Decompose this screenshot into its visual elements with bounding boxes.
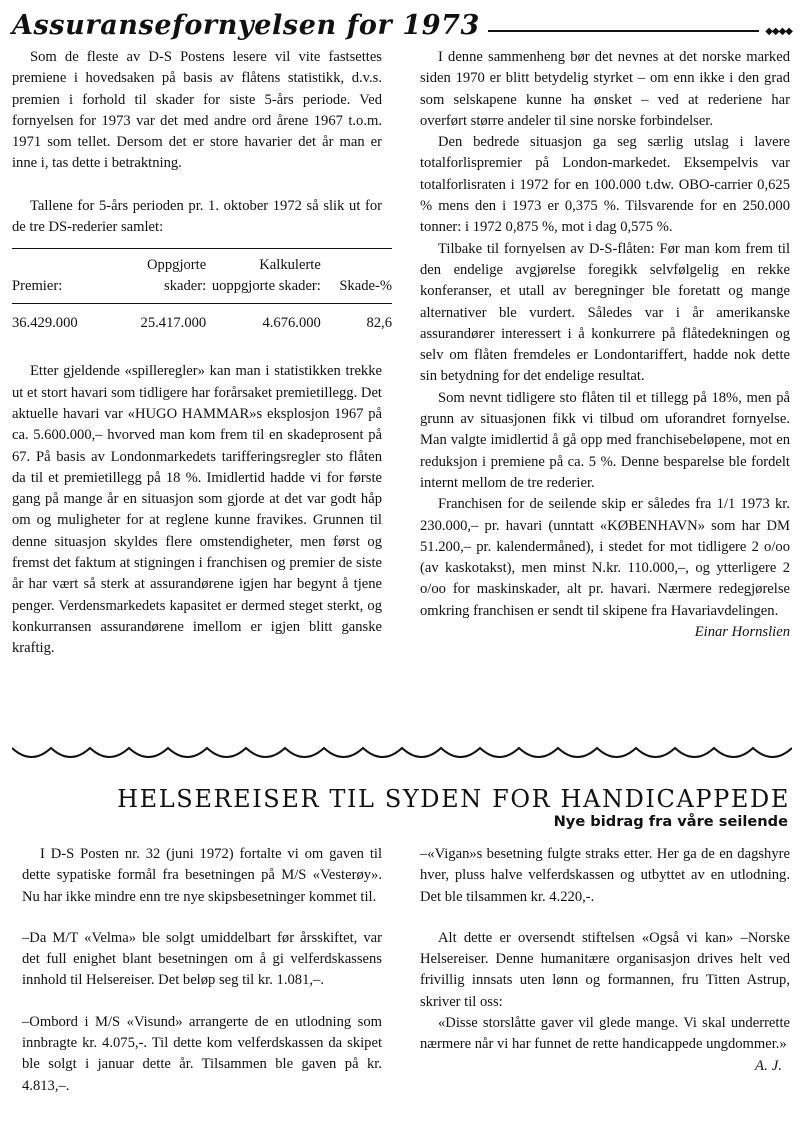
paragraph: Etter gjeldende «spilleregler» kan man i statistikken trekke ut et stort havari som tidligere har forårsaket premietillegg. Det aktuelle havari var «HUGO HAMMAR»s eksplosjon 1967 på ca. 5.600.000,– hvorved man kom frem til en skadeprosent på 67. På basis av Londonmarkedets tarifferingsregler sto flåten da til et premietillegg på 18 %. Imidlertid hadde vi for første gang på mange år en situasjon som gjorde at det var godt håp om og muligheter for at reglene kunne fravikes. Grunnen til denne situasjon skyldes flere omstendigheter, men først og fremst det faktum at stigningen i franchisen og premier de siste år har vært så sterk at assurandørene igjen har begynt å tjene penger. Verdensmarkedets kapasitet er dermed steget sterkt, og konkurransen assurandørene imellom er igjen blitt ganske kraftig. [12,363,382,657]
title-rule [488,30,759,32]
article1-right-column [420,43,790,643]
table-cell: 82,6 [321,304,392,344]
paragraph: Franchisen for de seilende skip er således fra 1/1 1973 kr. 230.000,– pr. havari (unntatt «KØBENHAVN» som har DM 51.200,– pr. kalendermåned), i stedet for mot tidligere 2 o/oo (av kaskotakst), men minst N.kr. 110.000,–, og ytterligere 2 o/oo for maskinskader, alt pr. havari. Nærmere redegjørelse omkring franchisen er sendt til skipene fra Havariavdelingen. [420,496,790,619]
paragraph: Som de fleste av D-S Postens lesere vil vite fastsettes premiene i hovedsaken på basis av flåtens statistikk, d.v.s. premien i forhold til skader for siste 5-års periode. Ved fornyelsen for 1973 var det med andre ord årene 1967 t.o.m. 1971 som tellet. Dersom det er store havarier det år man er inne i, tas dette i betraktning. [12,49,382,172]
article1-left-column [12,43,392,660]
statistics-table [12,248,392,343]
table-header-row [12,249,392,304]
paragraph: Tilbake til fornyelsen av D-S-flåten: Før man kom frem til den endelige avgjørelse foregikk selvfølgelig en rekke konferanser, et utall av beregninger ble foretatt og mange alternativer ble vurdert. Således var i år amerikanske assurandører interessert i å konkurrere på flåtedekningen og selv om flåten fremdeles er Londontariffert, hadde nok dette sin betydning for det endelige resultat. [420,240,790,385]
wave-divider [12,740,792,768]
table-cell: 36.429.000 [12,304,103,344]
article1-header [12,2,792,42]
article2-subtitle: Nye bidrag fra våre seilende [553,813,788,830]
paragraph: –Da M/T «Velma» ble solgt umiddelbart før årsskiftet, var det full enighet blant besetningen om å gi velferdskassens innhold til Helsereiser. Det beløp seg til kr. 1.081,–. [22,929,382,989]
paragraph: Som nevnt tidligere sto flåten til et tillegg på 18%, men på grunn av situasjonen fikk vi tilbud om uforandret fornyelse. Man valgte imidlertid å gå opp med franchisebeløpene, mot en reduksjon i premiene på ca. 5 %. Denne besparelse ble fordelt internt mellom de tre rederier. [420,389,790,491]
paragraph: Alt dette er oversendt stiftelsen «Også vi kan» –Norske Helsereiser. Denne humanitære organisasjon drives helt ved frivillig innsats uten lønn og formannen, fru Titten Astrup, skriver til oss: [420,929,790,1010]
table-header: Oppgjorte skader: [103,249,210,304]
paragraph: Tallene for 5-års perioden pr. 1. oktober 1972 så slik ut for de tre DS-rederier samlet: [12,197,382,236]
table-cell: 25.417.000 [103,304,210,344]
table-header: Kalkulerte uoppgjorte skader: [210,249,321,304]
table-row [12,304,392,344]
article1-signature: Einar Hornslien [694,624,790,641]
paragraph: «Disse storslåtte gaver vil glede mange. Vi skal underrette nærmere når vi har funnet de rette handicappede ungdommer.» [420,1015,790,1053]
article2-signature: A. J. [754,1057,782,1074]
article1-title: Assuransefornyelsen for 1973 [12,10,480,41]
ornament-diamonds: ◆◆◆◆ [765,26,792,37]
paragraph: –«Vigan»s besetning fulgte straks etter. Her ga de en dagshyre hver, pluss halve velferdskassen og utbyttet av en utlodning. Det ble tilsammen kr. 4.220,-. [420,846,790,905]
paragraph: Den bedrede situasjon ga seg særlig utslag i lavere totalforlispremier på London-markedet. Eksempelvis var totalforlisraten i 1972 for en 100.000 t.dw. OBO-carrier 0,625 % mens den i 1973 er 0,375 %. Tilsvarende for en 250.000 tonner: i 1972 0,875 %, mot i dag 0,575 %. [420,134,790,236]
article2-right-column [420,844,790,1077]
table-header: Premier: [12,249,103,304]
table-cell: 4.676.000 [210,304,321,344]
paragraph: –Ombord i M/S «Visund» arrangerte de en utlodning som innbragte kr. 4.075,-. Til dette kom velferdskassen da skipet ble solgt i januar dette år. Tilsammen ble gaven på kr. 4.813,–. [22,1013,382,1094]
article2-title: HELSEREISER TIL SYDEN FOR HANDICAPPEDE [117,785,790,813]
article2-left-column [22,844,382,1097]
table-header: Skade-% [321,249,392,304]
paragraph: I denne sammenheng bør det nevnes at det norske marked siden 1970 er blitt betydelig styrket – om enn ikke i den grad som selskapene kunne ha ønsket – ved at rederiene har overført større andeler til sine norske forbindelser. [420,49,790,129]
paragraph: I D-S Posten nr. 32 (juni 1972) fortalte vi om gaven til dette sypatiske formål fra besetningen på M/S «Vesterøy». Nu har ikke mindre enn tre nye skipsbesetninger kommet til. [22,846,382,905]
